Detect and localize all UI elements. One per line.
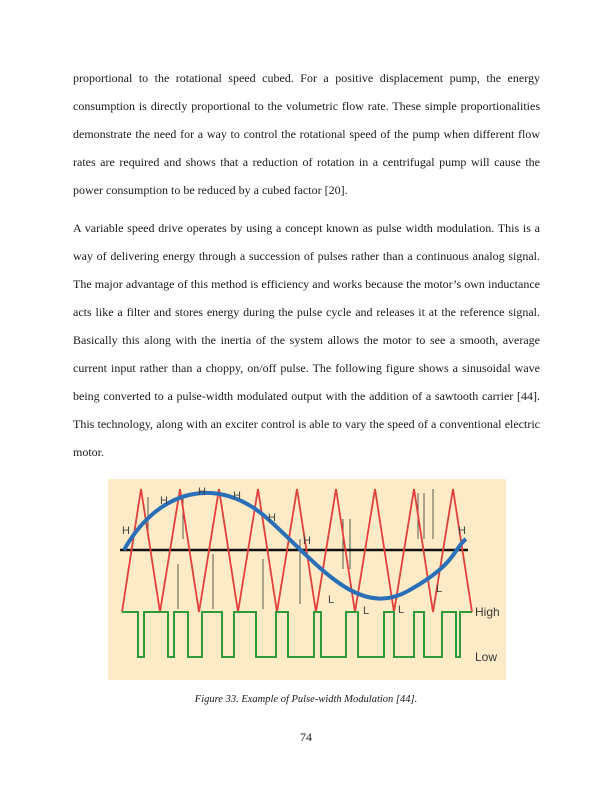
comparison-label-h: H <box>458 525 466 537</box>
comparison-label-h: H <box>303 535 311 547</box>
comparison-label-l: L <box>398 604 405 616</box>
pwm-output <box>122 612 472 657</box>
comparison-label-l: L <box>328 594 335 606</box>
comparison-label-h: H <box>233 490 241 502</box>
comparison-label-h: H <box>198 486 206 498</box>
body-paragraph-1: proportional to the rotational speed cubed. For a positive displacement pump, the energy consumption is directly proportional to the volumetric flow rate. These simple proportionalities demonstrate the need for a way to control the rotational speed of the pump when different flow rates are required and shows that a reduction of rotation in a centrifugal pump will cause the power consumption to be reduced by a cubed factor [20]. <box>73 71 540 197</box>
comparison-label-h: H <box>122 525 130 537</box>
level-high-label: High <box>475 605 500 619</box>
page-number: 74 <box>300 730 312 744</box>
figure-caption: Figure 33. Example of Pulse-width Modulation [44]. <box>194 694 418 705</box>
level-low-label: Low <box>475 650 498 664</box>
body-paragraph-2: A variable speed drive operates by using a concept known as pulse width modulation. This is a way of delivering energy through a succession of pulses rather than a continuous analog signal. The major advantage of this method is efficiency and works because the motor’s own inductance acts like a filter and stores energy during the pulse cycle and releases it at the reference signal. Basically this along with the inertia of the system allows the motor to see a smooth, average current input rather than a choppy, on/off pulse. The following figure shows a sinusoidal wave being converted to a pulse-width modulated output with the addition of a sawtooth carrier [44]. This technology, along with an exciter control is able to vary the speed of a conventional electric motor. <box>73 221 540 459</box>
comparison-label-l: L <box>363 605 370 617</box>
comparison-label-h: H <box>160 495 168 507</box>
pwm-figure <box>108 479 506 680</box>
sine-reference <box>124 493 466 599</box>
pwm-diagram <box>108 479 506 680</box>
comparison-label-l: L <box>436 583 443 595</box>
comparison-label-h: H <box>268 512 276 524</box>
